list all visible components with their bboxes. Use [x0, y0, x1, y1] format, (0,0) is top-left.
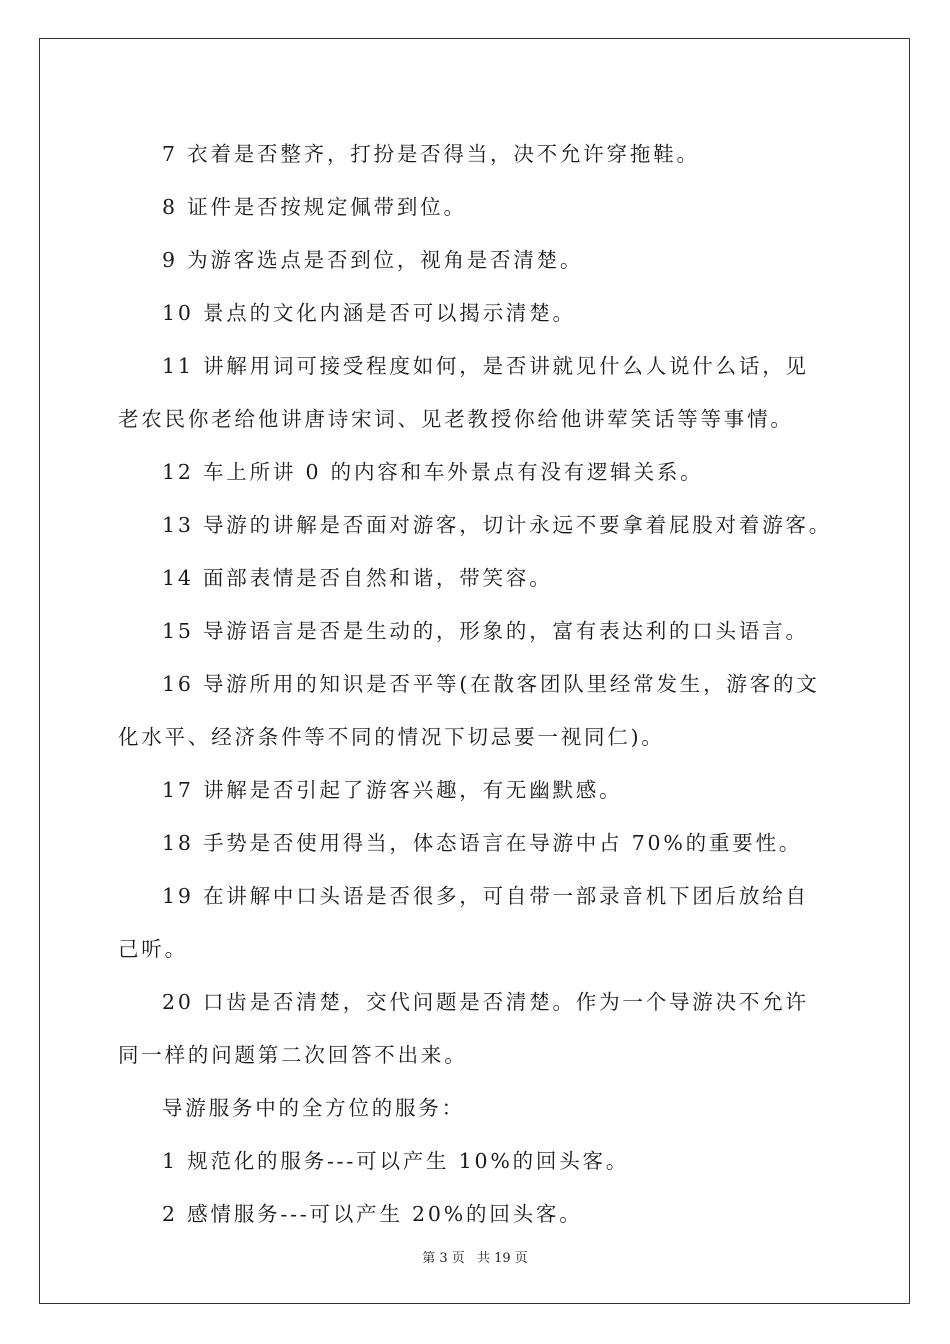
- paragraph-line: 14 面部表情是否自然和谐，带笑容。: [162, 566, 553, 590]
- paragraph-line: 15 导游语言是否是生动的，形象的，富有表达利的口头语言。: [162, 619, 809, 643]
- paragraph-line: 10 景点的文化内涵是否可以揭示清楚。: [162, 301, 576, 325]
- document-body: [118, 128, 838, 1241]
- paragraph-continuation-line: 己听。: [118, 937, 188, 961]
- paragraph-line: 导游服务中的全方位的服务：: [162, 1096, 465, 1120]
- paragraph-line: 1 规范化的服务---可以产生 10%的回头客。: [162, 1149, 630, 1173]
- paragraph-line: 12 车上所讲 0 的内容和车外景点有没有逻辑关系。: [162, 460, 704, 484]
- paragraph-line: 2 感情服务---可以产生 20%的回头客。: [162, 1202, 583, 1226]
- paragraph-continuation-line: 同一样的问题第二次回答不出来。: [118, 1043, 468, 1067]
- page-number: 第 3 页: [422, 1251, 465, 1266]
- page-footer: [0, 1247, 950, 1266]
- paragraph-line: 16 导游所用的知识是否平等(在散客团队里经常发生，游客的文: [162, 672, 820, 696]
- paragraph-line: 19 在讲解中口头语是否很多，可自带一部录音机下团后放给自: [162, 884, 809, 908]
- paragraph-line: 11 讲解用词可接受程度如何，是否讲就见什么人说什么话，见: [162, 354, 809, 378]
- paragraph-continuation-line: 化水平、经济条件等不同的情况下切忌要一视同仁)。: [118, 725, 665, 749]
- paragraph-line: 13 导游的讲解是否面对游客，切计永远不要拿着屁股对着游客。: [162, 513, 833, 537]
- page-total: 共 19 页: [476, 1251, 528, 1266]
- paragraph-line: 7 衣着是否整齐，打扮是否得当，决不允许穿拖鞋。: [162, 142, 700, 166]
- paragraph-line: 18 手势是否使用得当，体态语言在导游中占 70%的重要性。: [162, 831, 803, 855]
- paragraph-continuation-line: 老农民你老给他讲唐诗宋词、见老教授你给他讲荤笑话等等事情。: [118, 407, 794, 431]
- paragraph-line: 17 讲解是否引起了游客兴趣，有无幽默感。: [162, 778, 623, 802]
- paragraph-line: 8 证件是否按规定佩带到位。: [162, 195, 467, 219]
- paragraph-line: 20 口齿是否清楚，交代问题是否清楚。作为一个导游决不允许: [162, 990, 809, 1014]
- paragraph-line: 9 为游客选点是否到位，视角是否清楚。: [162, 248, 584, 272]
